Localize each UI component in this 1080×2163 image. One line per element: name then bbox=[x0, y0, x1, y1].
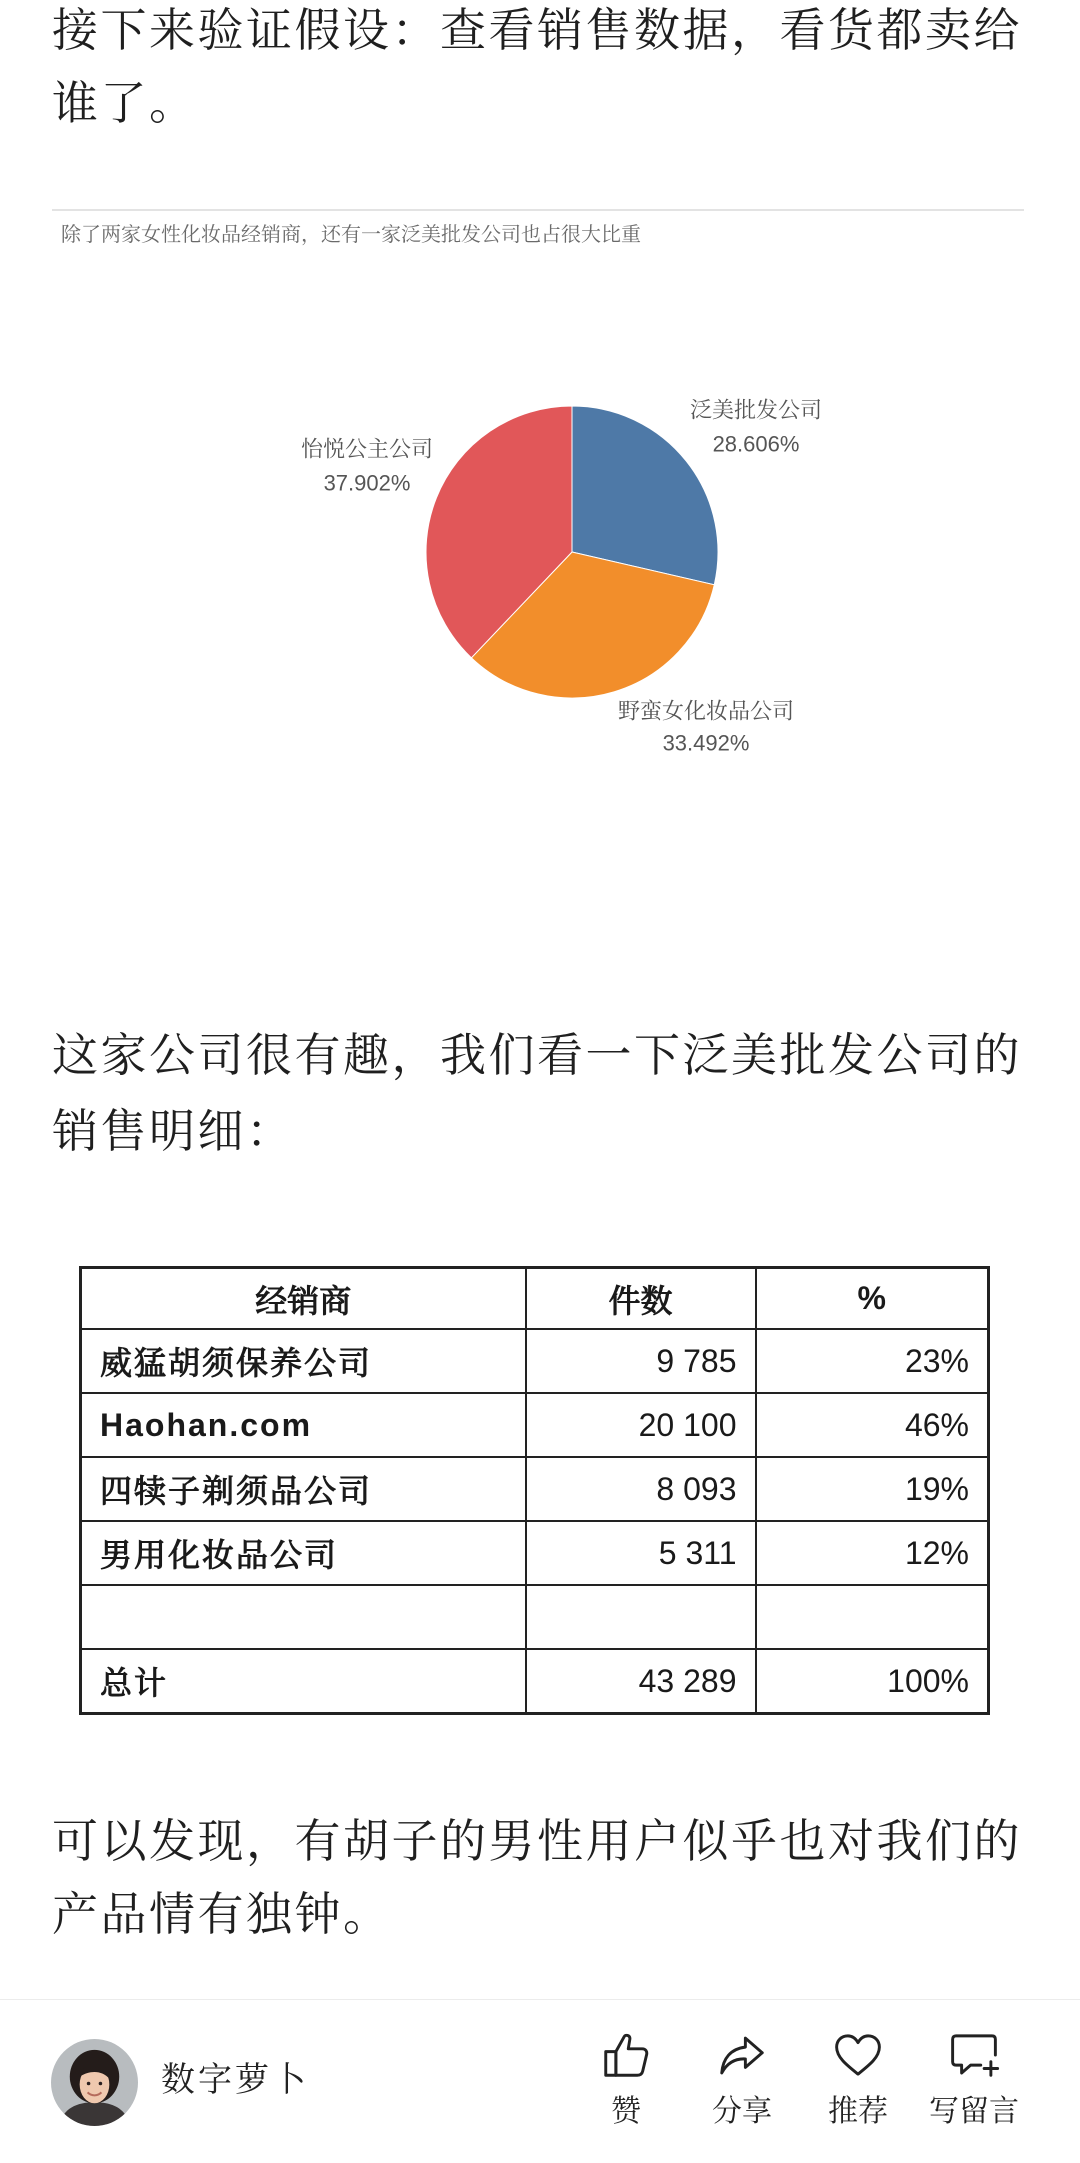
article-paragraph: 这家公司很有趣，我们看一下泛美批发公司的销售明细： bbox=[52, 1028, 1022, 1158]
like-label: 赞 bbox=[611, 2094, 641, 2129]
table-header-row bbox=[81, 1268, 989, 1330]
table-row bbox=[81, 1329, 989, 1393]
pie-label-value: 33.492% bbox=[662, 730, 750, 756]
total-label-cell: 总计 bbox=[81, 1649, 526, 1714]
share-button[interactable] bbox=[682, 2028, 802, 2130]
total-count-cell: 43 289 bbox=[526, 1649, 756, 1714]
share-icon bbox=[715, 2028, 769, 2082]
count-cell: 9 785 bbox=[526, 1329, 756, 1393]
column-header-count: 件数 bbox=[526, 1268, 756, 1330]
pie-label-value: 28.606% bbox=[712, 431, 800, 457]
dealer-cell: 威猛胡须保养公司 bbox=[81, 1329, 526, 1393]
count-cell: 8 093 bbox=[526, 1457, 756, 1521]
dealer-cell: 四犊子剃须品公司 bbox=[81, 1457, 526, 1521]
like-button[interactable] bbox=[566, 2028, 686, 2130]
column-header-percent: % bbox=[756, 1268, 989, 1330]
table-row bbox=[81, 1393, 989, 1457]
table-total-row bbox=[81, 1649, 989, 1714]
author-name[interactable]: 数字萝卜 bbox=[161, 2060, 309, 2100]
sales-table bbox=[79, 1266, 990, 1715]
dealer-cell: 男用化妆品公司 bbox=[81, 1521, 526, 1585]
pie-label-name: 野蛮女化妆品公司 bbox=[617, 699, 795, 725]
percent-cell bbox=[756, 1585, 989, 1649]
percent-cell: 12% bbox=[756, 1521, 989, 1585]
thumbs-up-icon bbox=[599, 2028, 653, 2082]
table-row-empty bbox=[81, 1585, 989, 1649]
percent-cell: 23% bbox=[756, 1329, 989, 1393]
recommend-label: 推荐 bbox=[828, 2094, 888, 2129]
column-header-dealer: 经销商 bbox=[81, 1268, 526, 1330]
percent-cell: 19% bbox=[756, 1457, 989, 1521]
count-cell: 20 100 bbox=[526, 1393, 756, 1457]
avatar-photo bbox=[51, 2039, 138, 2126]
pie-chart bbox=[0, 250, 1080, 850]
table-row bbox=[81, 1457, 989, 1521]
recommend-button[interactable] bbox=[798, 2028, 918, 2130]
pie-label-name: 泛美批发公司 bbox=[689, 398, 823, 424]
divider bbox=[52, 209, 1024, 211]
avatar[interactable] bbox=[51, 2039, 138, 2126]
dealer-cell bbox=[81, 1585, 526, 1649]
percent-cell: 46% bbox=[756, 1393, 989, 1457]
total-percent-cell: 100% bbox=[756, 1649, 989, 1714]
pie-label-value: 37.902% bbox=[323, 470, 411, 496]
article-paragraph: 可以发现，有胡子的男性用户似乎也对我们的产品情有独钟。 bbox=[52, 1814, 1022, 1941]
heart-icon bbox=[831, 2028, 885, 2082]
dealer-cell: Haohan.com bbox=[81, 1393, 526, 1457]
pie-label-name: 怡悦公主公司 bbox=[300, 437, 434, 463]
chart-caption: 除了两家女性化妆品经销商，还有一家泛美批发公司也占很大比重 bbox=[61, 222, 641, 246]
count-cell bbox=[526, 1585, 756, 1649]
share-label: 分享 bbox=[712, 2094, 772, 2129]
table-row bbox=[81, 1521, 989, 1585]
write-comment-button[interactable] bbox=[914, 2028, 1034, 2130]
write-comment-label: 写留言 bbox=[929, 2094, 1019, 2129]
count-cell: 5 311 bbox=[526, 1521, 756, 1585]
bottom-bar-divider bbox=[0, 1999, 1080, 2000]
article-paragraph: 接下来验证假设：查看销售数据，看货都卖给谁了。 bbox=[52, 3, 1022, 130]
comment-icon bbox=[947, 2028, 1001, 2082]
